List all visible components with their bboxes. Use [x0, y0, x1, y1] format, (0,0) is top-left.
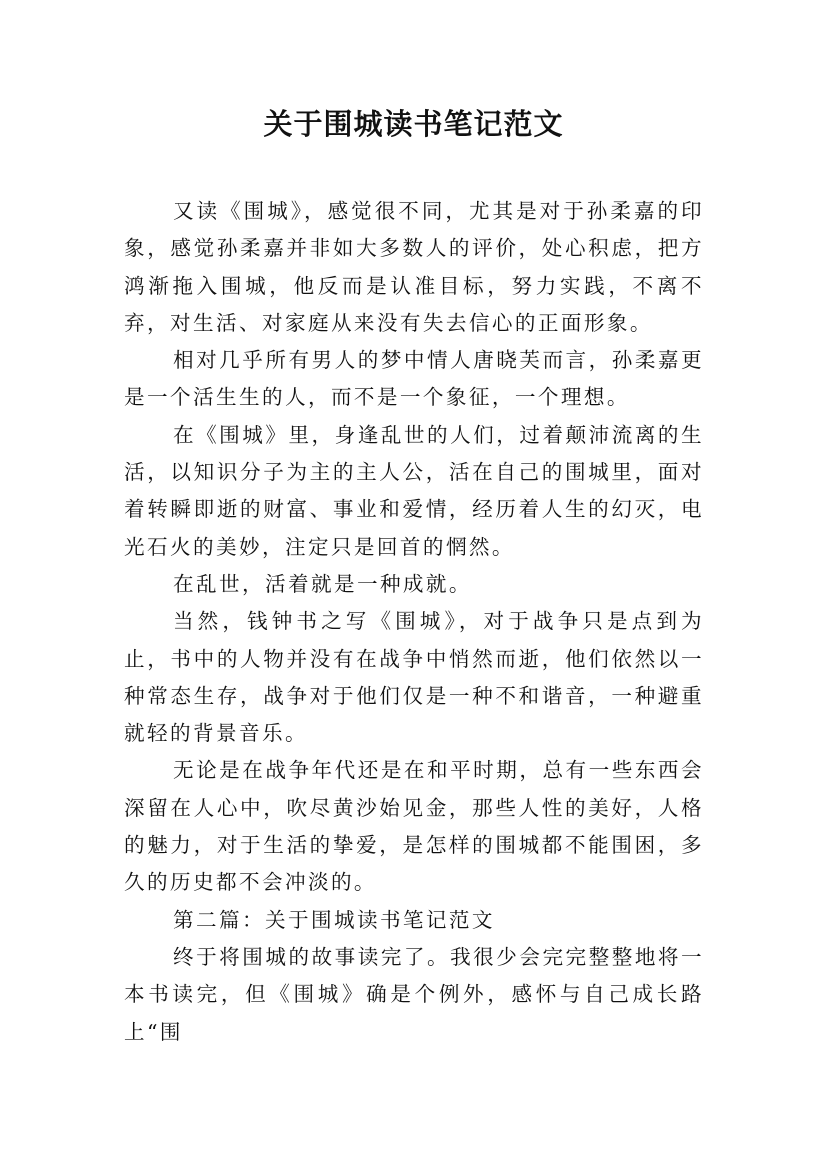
- section-heading-2: 第二篇：关于围城读书笔记范文: [173, 907, 495, 932]
- paragraph-1: 又读《围城》，感觉很不同，尤其是对于孙柔嘉的印象，感觉孙柔嘉并非如大多数人的评价，处心积虑，把方鸿渐拖入围城，他反而是认准目标，努力实践，不离不弃，对生活、对家庭从来没有失去信心的正面形象。: [124, 199, 704, 335]
- document-body: [124, 193, 704, 1051]
- paragraph-5: 当然，钱钟书之写《围城》，对于战争只是点到为止，书中的人物并没有在战争中悄然而逝，他们依然以一种常态生存，战争对于他们仅是一种不和谐音，一种避重就轻的背景音乐。: [124, 609, 704, 746]
- paragraph-4: 在乱世，活着就是一种成就。: [173, 571, 472, 596]
- paragraph-2: 相对几乎所有男人的梦中情人唐晓芙而言，孙柔嘉更是一个活生生的人，而不是一个象征，一个理想。: [124, 348, 704, 410]
- paragraph-6: 无论是在战争年代还是在和平时期，总有一些东西会深留在人心中，吹尽黄沙始见金，那些人性的美好，人格的魅力，对于生活的挚爱，是怎样的围城都不能围困，多久的历史都不会冲淡的。: [124, 758, 704, 895]
- paragraph-3: 在《围城》里，身逢乱世的人们，过着颠沛流离的生活，以知识分子为主的主人公，活在自己的围城里，面对着转瞬即逝的财富、事业和爱情，经历着人生的幻灭，电光石火的美妙，注定只是回首的惘然。: [124, 422, 704, 559]
- paragraph-8: 终于将围城的故事读完了。我很少会完完整整地将一本书读完，但《围城》确是个例外，感怀与自己成长路上“围: [124, 944, 704, 1044]
- document-title: 关于围城读书笔记范文: [263, 107, 564, 141]
